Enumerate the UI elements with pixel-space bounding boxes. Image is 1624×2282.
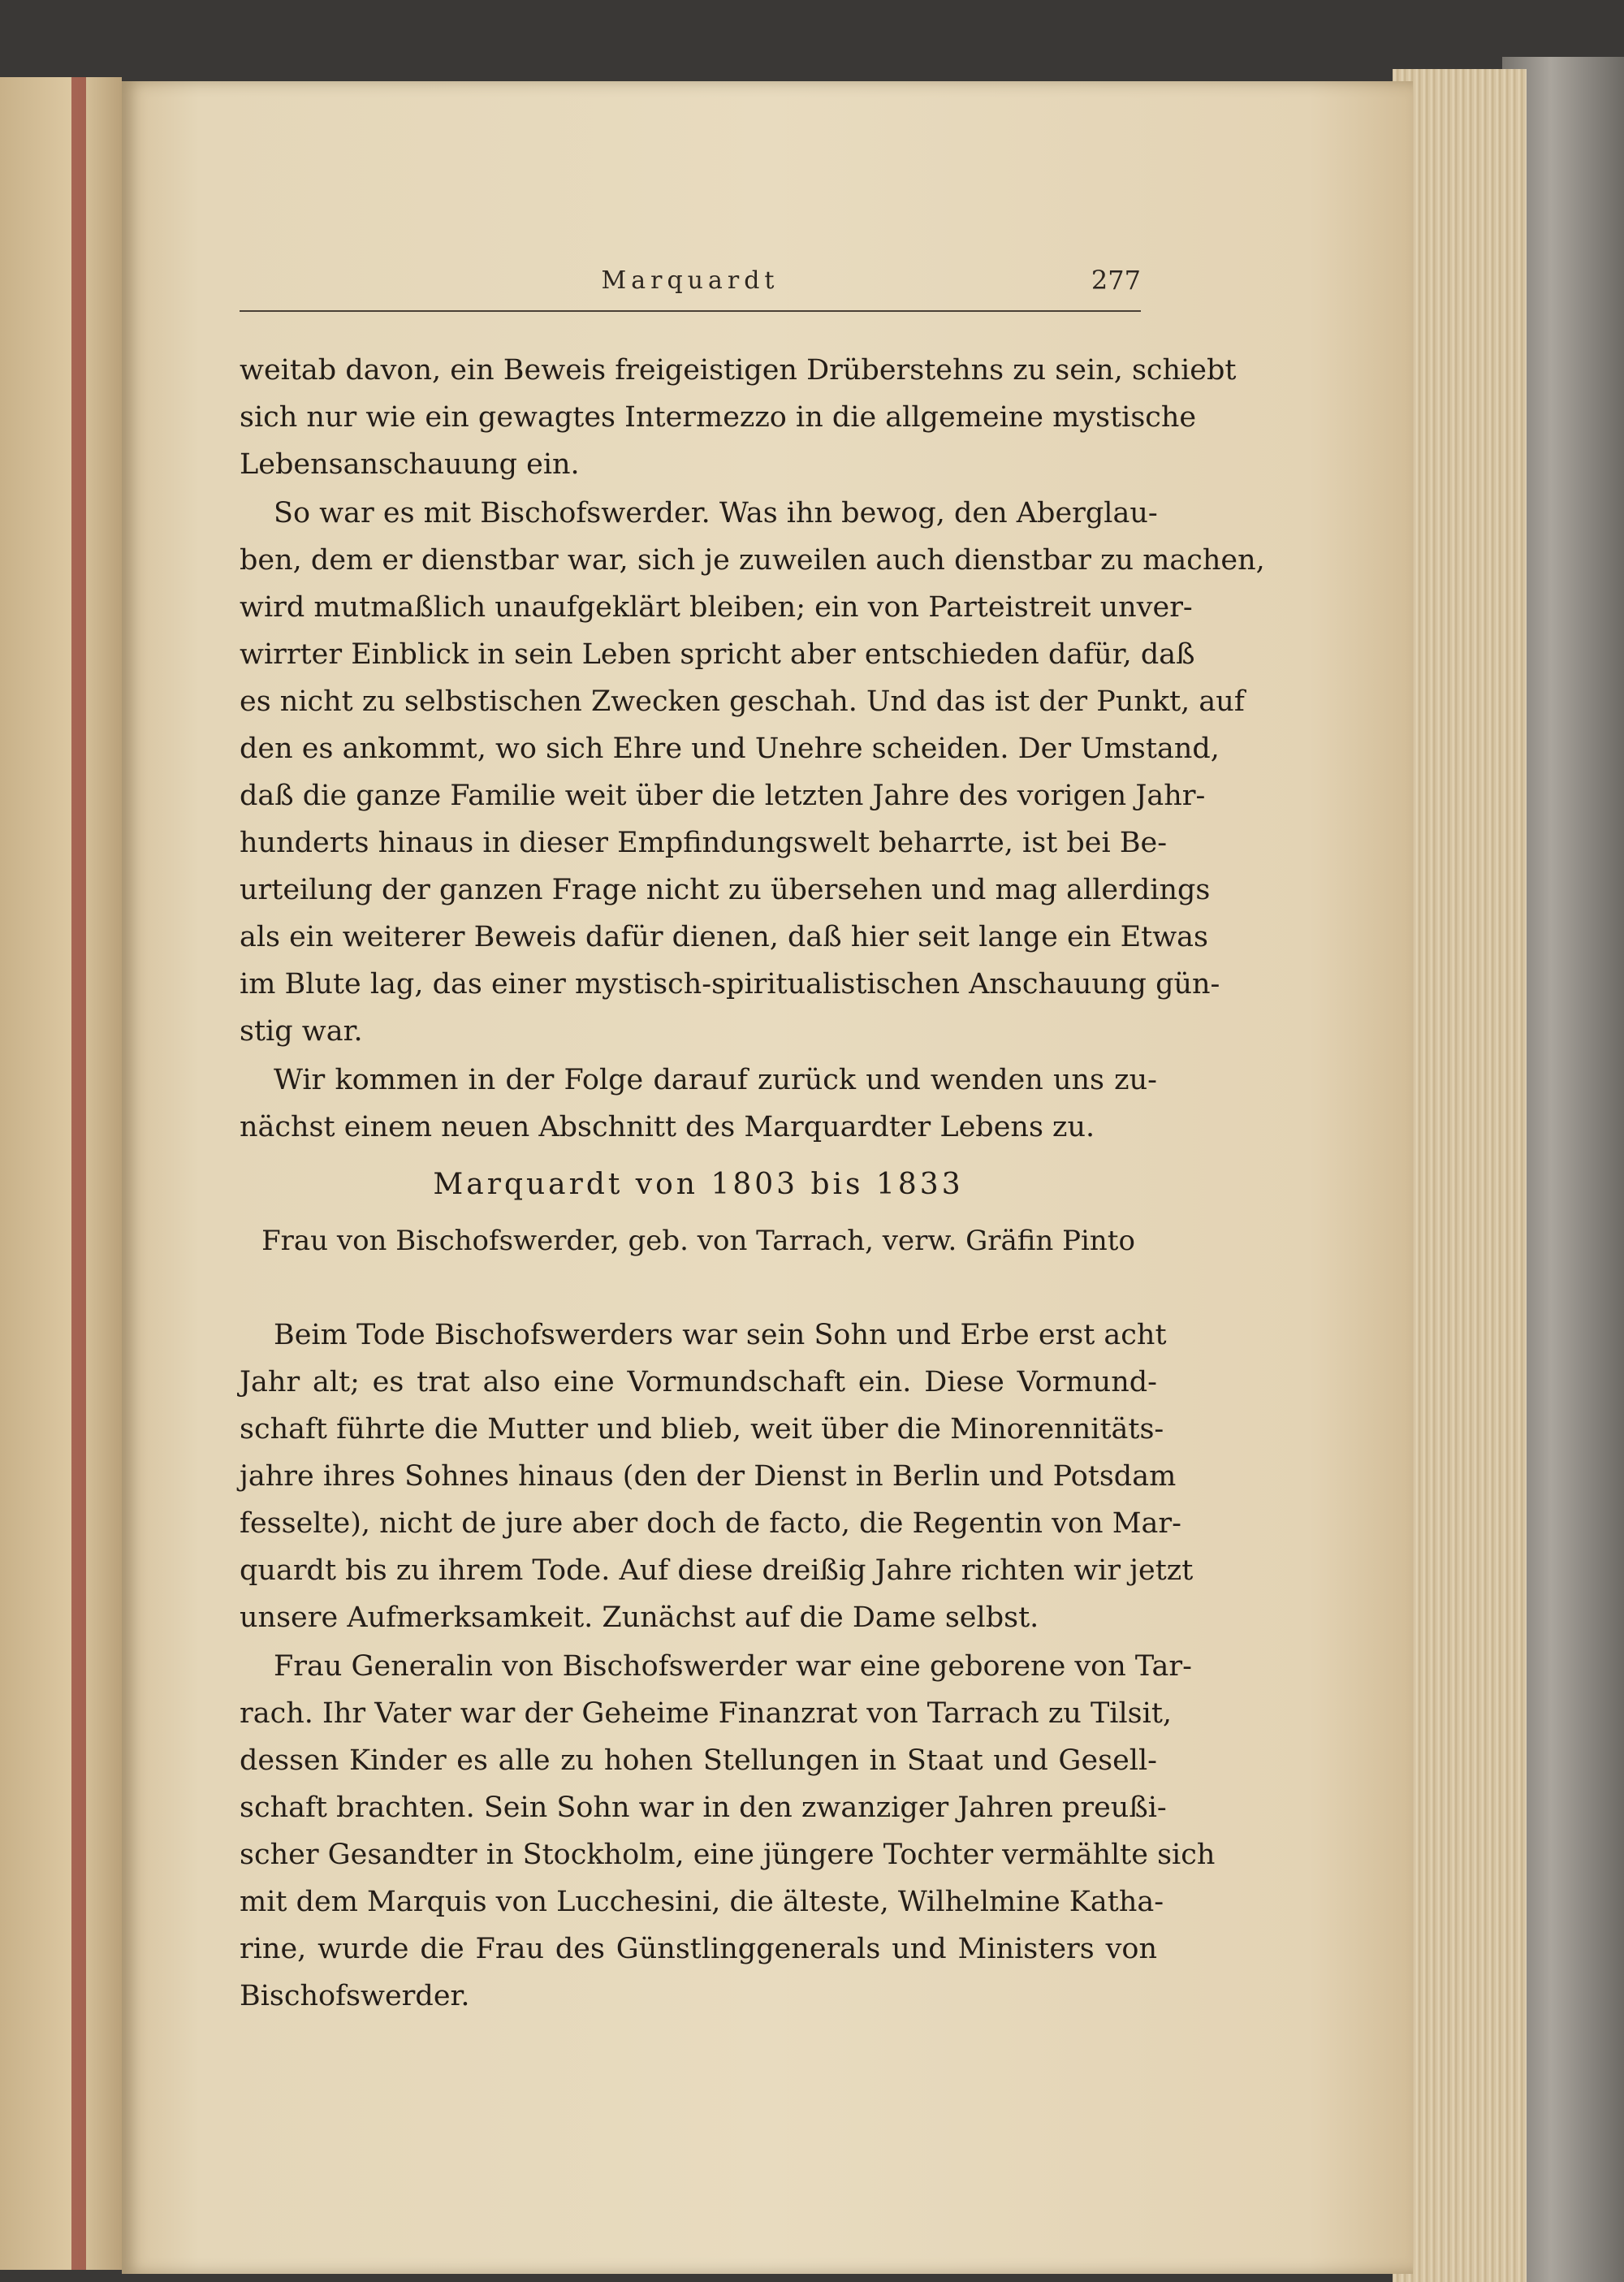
text-line: Lebensanschauung ein. bbox=[240, 448, 580, 481]
page-number: 277 bbox=[1091, 265, 1141, 296]
running-head-title: Marquardt bbox=[601, 266, 780, 295]
text-line: mit dem Marquis von Lucchesini, die älteste, Wilhelmine Katha- bbox=[240, 1886, 1164, 1918]
binding-spine bbox=[71, 77, 86, 2270]
text-line: fesselte), nicht de jure aber doch de facto, die Regentin von Mar- bbox=[240, 1507, 1181, 1540]
text-line: weitab davon, ein Beweis freigeistigen Drüberstehns zu sein, schiebt bbox=[240, 354, 1237, 387]
text-line: dessen Kinder es alle zu hohen Stellungen in Staat und Gesell- bbox=[240, 1744, 1157, 1777]
text-line: scher Gesandter in Stockholm, eine jüngere Tochter vermählte sich bbox=[240, 1839, 1216, 1871]
text-line: Frau Generalin von Bischofswerder war eine geborene von Tar- bbox=[274, 1650, 1192, 1683]
section-subheading: Frau von Bischofswerder, geb. von Tarrach, verw. Gräfin Pinto bbox=[261, 1225, 1135, 1257]
text-line: rine, wurde die Frau des Günstlinggenerals und Ministers von bbox=[240, 1933, 1157, 1965]
text-line: quardt bis zu ihrem Tode. Auf diese dreißig Jahre richten wir jetzt bbox=[240, 1554, 1194, 1587]
text-line: hunderts hinaus in dieser Empfindungswelt beharrte, ist bei Be- bbox=[240, 827, 1168, 859]
text-line: stig war. bbox=[240, 1015, 363, 1048]
text-line: als ein weiterer Beweis dafür dienen, daß hier seit lange ein Etwas bbox=[240, 921, 1208, 953]
text-line: Bischofswerder. bbox=[240, 1980, 470, 2012]
text-line: Wir kommen in der Folge darauf zurück und wenden uns zu- bbox=[274, 1064, 1157, 1096]
text-line: unsere Aufmerksamkeit. Zunächst auf die Dame selbst. bbox=[240, 1601, 1039, 1634]
text-line: urteilung der ganzen Frage nicht zu übersehen und mag allerdings bbox=[240, 874, 1211, 906]
text-line: sich nur wie ein gewagtes Intermezzo in die allgemeine mystische bbox=[240, 401, 1197, 434]
text-line: ben, dem er dienstbar war, sich je zuweilen auch dienstbar zu machen, bbox=[240, 544, 1265, 577]
text-line: im Blute lag, das einer mystisch-spiritualistischen Anschauung gün- bbox=[240, 968, 1220, 1001]
section-heading: Marquardt von 1803 bis 1833 bbox=[433, 1168, 964, 1201]
running-head bbox=[240, 261, 1141, 312]
text-line: So war es mit Bischofswerder. Was ihn bewog, den Aberglau- bbox=[274, 497, 1158, 529]
text-line: es nicht zu selbstischen Zwecken geschah. Und das ist der Punkt, auf bbox=[240, 685, 1245, 718]
text-line: schaft führte die Mutter und blieb, weit über die Minorennitäts- bbox=[240, 1413, 1164, 1446]
text-line: daß die ganze Familie weit über die letzten Jahre des vorigen Jahr- bbox=[240, 780, 1206, 812]
left-page-edge bbox=[0, 77, 122, 2270]
text-line: den es ankommt, wo sich Ehre und Unehre scheiden. Der Umstand, bbox=[240, 733, 1220, 765]
text-line: rach. Ihr Vater war der Geheime Finanzrat von Tarrach zu Tilsit, bbox=[240, 1697, 1173, 1730]
text-line: wirrter Einblick in sein Leben spricht aber entschieden dafür, daß bbox=[240, 638, 1195, 671]
text-line: schaft brachten. Sein Sohn war in den zwanziger Jahren preußi- bbox=[240, 1791, 1167, 1824]
text-line: jahre ihres Sohnes hinaus (den der Dienst in Berlin und Potsdam bbox=[240, 1460, 1177, 1493]
text-line: nächst einem neuen Abschnitt des Marquardter Lebens zu. bbox=[240, 1111, 1095, 1143]
text-line: Jahr alt; es trat also eine Vormundschaft ein. Diese Vormund- bbox=[240, 1366, 1157, 1398]
text-line: Beim Tode Bischofswerders war sein Sohn und Erbe erst acht bbox=[274, 1319, 1167, 1351]
text-line: wird mutmaßlich unaufgeklärt bleiben; ein von Parteistreit unver- bbox=[240, 591, 1193, 624]
